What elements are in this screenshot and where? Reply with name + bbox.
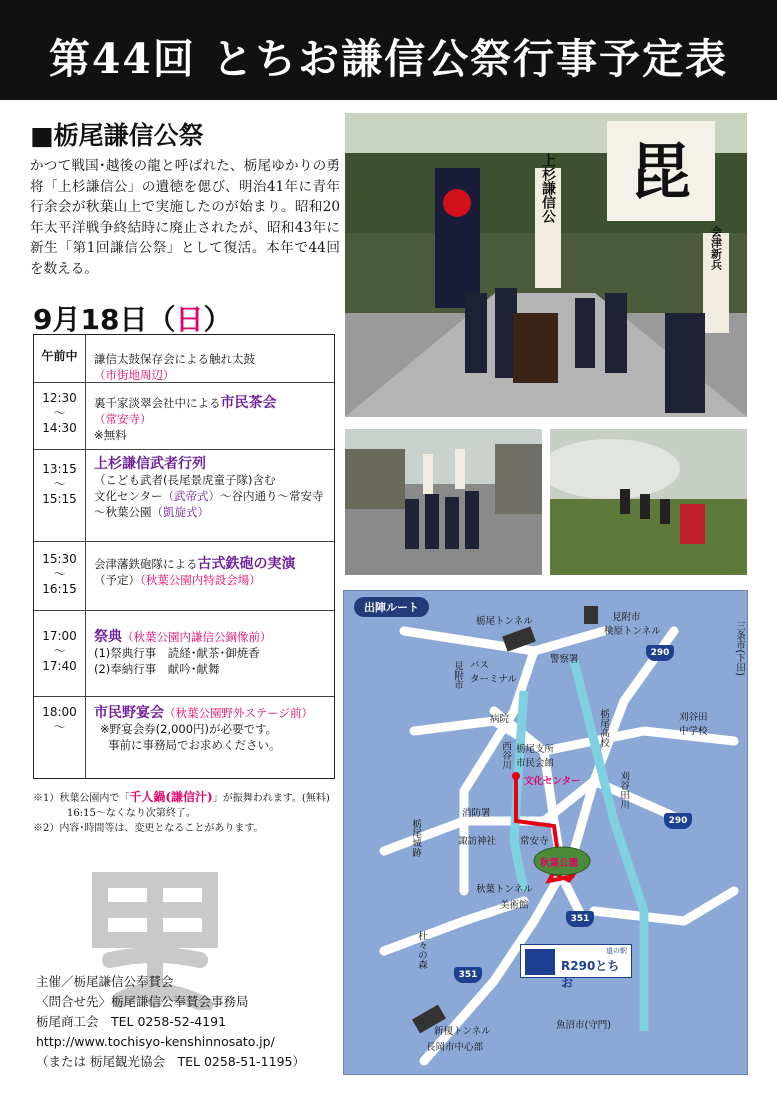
schedule-time: [34, 611, 86, 696]
desc-line: 〜秋葉公園: [94, 505, 152, 519]
intro-text: かつて戦国･越後の龍と呼ばれた、栃尾ゆかりの勇将「上杉謙信公」の遺徳を偲び、明治41年に青年行余会が秋葉山上で実施したのが始まり。昭和20年太平洋戦争終結時に廃止されたが、昭和43年に新生「第1回謙信公祭」として復活。本年で44回を数える。: [30, 158, 340, 277]
schedule-time: [34, 383, 86, 449]
banner-text-2: 会津新兵: [709, 226, 723, 270]
time-end: 16:15: [42, 582, 77, 596]
event-title: 古式鉄砲の実演: [197, 556, 296, 572]
time-tilde: 〜: [53, 567, 66, 581]
time-tilde: 〜: [53, 477, 66, 491]
desc-pre: 会津藩鉄砲隊による: [94, 557, 198, 571]
label-police: 警察署: [550, 654, 579, 665]
event-place: （秋葉公園野外ステージ前）: [164, 706, 314, 720]
time-tilde: 〜: [53, 406, 66, 420]
event-place: （秋葉公園内特設会場）: [140, 573, 261, 587]
schedule-desc: [94, 705, 330, 753]
desc-line: ※野宴会券(2,000円)が必要です。: [100, 722, 278, 736]
schedule-time: [34, 450, 86, 541]
desc-part: （武帝式）: [162, 489, 221, 503]
event-title: 市民野宴会: [94, 705, 164, 721]
route-map: [343, 590, 748, 1075]
schedule-table: [33, 334, 335, 779]
event-title: 市民茶会: [220, 395, 277, 411]
schedule-row: [34, 542, 334, 611]
schedule-desc: [94, 395, 330, 443]
label-culture-center: 文化センター: [524, 776, 581, 787]
alt-contact-line: （または 栃尾観光協会 TEL 0258-51-1195）: [36, 1054, 305, 1069]
note-1-highlight: 千人鍋(謙信汁): [129, 790, 213, 804]
date-text: 9月18日: [33, 303, 148, 336]
organizer-info: [36, 972, 305, 1072]
label-karita: 刈谷田: [679, 712, 708, 723]
desc-line: (1)祭典行事 読経･献茶･御焼香: [94, 646, 260, 660]
desc-line: 謙信太鼓保存会による触れ太鼓: [94, 352, 255, 366]
procession-photo: [345, 113, 747, 417]
desc-line: 文化センター: [94, 489, 163, 503]
station-title: 道の駅: [606, 947, 627, 955]
label-nagaoka: 長岡市中心部: [426, 1042, 484, 1053]
roadside-station: [520, 944, 632, 990]
label-tochio-tunnel: 栃尾トンネル: [476, 616, 533, 627]
label-terminal: ターミナル: [470, 674, 518, 685]
event-place: （常安寺）: [94, 412, 152, 426]
time-end: 15:15: [42, 492, 77, 506]
matchlock-photo: [550, 429, 747, 575]
schedule-desc: [94, 629, 330, 677]
desc-line: ※無料: [94, 428, 127, 442]
note-2: ※2）内容･時間等は、変更となることがあります。: [33, 823, 264, 834]
event-place: （市街地周辺）: [94, 368, 175, 382]
label-akiba-tunnel: 秋葉トンネル: [476, 884, 533, 895]
label-fire-station: 消防署: [462, 808, 491, 819]
label-shinenoki-tunnel: 新榎トンネル: [434, 1026, 491, 1037]
schedule-desc: [94, 556, 330, 588]
label-branch-office: 栃尾支所: [516, 744, 555, 755]
label-museum: 美術館: [500, 900, 529, 911]
schedule-time: [34, 542, 86, 610]
label-high-school: 栃尾高校: [598, 709, 609, 747]
event-date: [33, 298, 232, 338]
schedule-row: [34, 450, 334, 542]
time-start: 午前中: [41, 349, 78, 363]
label-uonuma: 魚沼市(守門): [556, 1020, 611, 1031]
event-place: （秋葉公園内謙信公銅像前）: [122, 630, 272, 644]
page-title: 第44回 とちお謙信公祭行事予定表: [48, 35, 729, 83]
website-link[interactable]: http://www.tochisyo-kenshinnosato.jp/: [36, 1034, 275, 1049]
label-nishitani-river: 西谷川: [500, 741, 511, 770]
route-351-shield: 351: [566, 911, 594, 927]
march-photo: [345, 429, 542, 575]
label-bus: バス: [470, 660, 490, 671]
banner-text-1: 上杉謙信公: [540, 153, 556, 223]
label-kenbara-tunnel: 検原トンネル: [604, 626, 661, 637]
schedule-row: [34, 335, 334, 383]
time-start: 13:15: [42, 462, 77, 476]
desc-line: (2)奉納行事 献吟･献舞: [94, 662, 220, 676]
label-castle-ruins: 栃尾城跡: [410, 819, 421, 857]
label-suwa-shrine: 諏訪神社: [458, 836, 497, 847]
station-name: R290とちお: [561, 959, 620, 990]
banner-glyph: 毘: [631, 138, 691, 208]
label-sanjo: 三条市(下田): [734, 621, 745, 676]
schedule-desc: [94, 456, 330, 520]
organizer-line: 主催／栃尾謙信公奉賛会: [36, 974, 174, 989]
schedule-row: [34, 611, 334, 697]
desc-part: （凱旋式）: [151, 505, 209, 519]
route-290-shield: 290: [646, 645, 674, 661]
time-end: 17:40: [42, 659, 77, 673]
note-1-sub: 16:15〜なくなり次第終了。: [67, 808, 196, 819]
time-tilde: 〜: [53, 644, 66, 658]
label-junior-high: 中学校: [679, 726, 708, 737]
phone-line: 栃尾商工会 TEL 0258-52-4191: [36, 1014, 227, 1029]
desc-pre: 裏千家淡翠会社中による: [94, 396, 221, 410]
label-hospital: 病院: [490, 714, 510, 725]
time-end: 14:30: [42, 421, 77, 435]
roadside-station-icon: [525, 949, 555, 975]
date-day: 日: [175, 303, 204, 336]
note-1-pre: ※1）秋葉公園内で「: [33, 793, 130, 804]
schedule-desc: [94, 351, 330, 383]
note-1-post: 」が振舞われます。(無料): [212, 793, 330, 804]
label-joanji: 常安寺: [520, 836, 549, 847]
desc-line: （予定）: [94, 573, 140, 587]
time-start: 18:00: [42, 705, 77, 719]
desc-line: （こども武者(長尾景虎童子隊)含む: [94, 473, 276, 487]
event-title: 祭典: [94, 629, 122, 645]
notes: [33, 790, 343, 836]
time-start: 12:30: [42, 391, 77, 405]
desc-line: 〜谷内通り〜常安寺: [220, 489, 324, 503]
contact-line: 〈問合せ先〉栃尾謙信公奉賛会事務局: [36, 994, 249, 1009]
time-tilde: 〜: [53, 720, 66, 734]
label-karita-river: 刈谷田川: [618, 771, 629, 809]
schedule-row: [34, 383, 334, 450]
title-banner: [0, 0, 777, 100]
label-mitsuke-v: 見附市: [452, 661, 463, 690]
schedule-time: [34, 335, 86, 382]
map-title: 出陣ルート: [354, 597, 429, 617]
date-close: ）: [203, 303, 232, 336]
time-start: 17:00: [42, 629, 77, 643]
section-title: ■栃尾謙信公祭: [30, 121, 204, 150]
label-civic-hall: 市民会館: [516, 758, 555, 769]
schedule-row: [34, 697, 334, 778]
time-start: 15:30: [42, 552, 77, 566]
label-mitsuke: 見附市: [612, 612, 641, 623]
event-title: 上杉謙信武者行列: [94, 456, 206, 472]
label-morimori: 杜々の森: [416, 931, 427, 969]
desc-line: 事前に事務局でお求めください。: [108, 738, 281, 752]
schedule-time: [34, 697, 86, 778]
route-290-shield: 290: [664, 813, 692, 829]
label-akiba-park: 秋葉公園: [540, 858, 579, 869]
route-351-shield: 351: [454, 967, 482, 983]
date-open: （: [147, 303, 176, 336]
